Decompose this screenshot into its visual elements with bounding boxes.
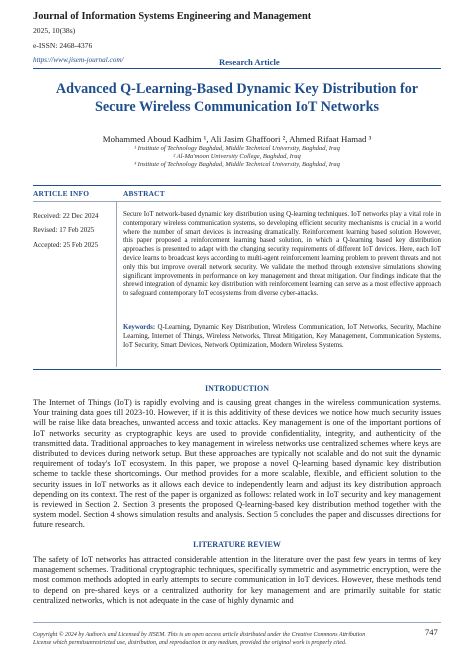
accepted-date: Accepted: 25 Feb 2025 — [33, 241, 99, 249]
footer-rule — [33, 622, 441, 623]
author-list: Mohammed Aboud Kadhim ¹, Ali Jasim Ghaffoori ², Ahmed Rifaat Hamad ³ — [102, 134, 372, 144]
info-top-rule — [33, 185, 441, 186]
info-bottom-rule — [33, 369, 441, 370]
column-divider — [116, 201, 117, 367]
affiliation-1: ¹ Institute of Technology Baghdad, Middle Technical University, Baghdad, Iraq — [134, 145, 340, 152]
introduction-text: The Internet of Things (IoT) is rapidly evolving and is causing great changes in the wireless communication systems. Your training data goes till 2023-10. However, if it is this additivity of these devices we notice how much security issues will be raise like data breaches, unwanted access and toxic attacks. Key management is one of the important portions of IoT networks security as cryptographic keys are used to provide confidentiality, integrity, and authenticity of the transmitted data. Traditional approaches to key management in wireless networks use centralized schemes where keys are distributed to devices during network setup. But these approaches are typically not scalable and do not suit the dynamic requirement of today's IoT ecosystem. In this paper, we propose a novel Q-learning based dynamic key distribution scheme to tackle these shortcomings. Our method provides for a more scalable, flexible, and efficient solution to the security issues in IoT networks as it allows each device to independently learn and adjust its key distribution approach depending on its context. The rest of the paper is organized as follows: related work in IoT security and key management is reviewed in Section 2. Section 3 presents the proposed Q-learning-based key distribution method together with the system model. Section 4 shows simulation results and analysis. Section 5 concludes the paper and discusses directions for future research. — [33, 398, 441, 530]
title-line-1: Advanced Q-Learning-Based Dynamic Key Distribution for — [55, 81, 419, 97]
journal-volume: 2025, 10(38s) — [33, 26, 76, 35]
journal-eissn: e-ISSN: 2468-4376 — [33, 41, 93, 50]
abstract-heading: ABSTRACT — [123, 189, 165, 198]
revised-date: Revised: 17 Feb 2025 — [33, 226, 95, 234]
received-date: Received: 22 Dec 2024 — [33, 212, 99, 220]
article-info-heading: ARTICLE INFO — [33, 189, 90, 198]
affiliation-2: ² Al-Ma'moon University College, Baghdad, Iraq — [173, 153, 301, 160]
title-line-2: Secure Wireless Communication IoT Networks — [94, 98, 379, 115]
article-type-label: Research Article — [219, 57, 280, 67]
introduction-heading: INTRODUCTION — [204, 384, 269, 393]
paper-title — [33, 81, 441, 116]
keywords-block — [123, 324, 441, 350]
copyright-notice: Copyright © 2024 by Author/s and Licensed by JISEM. This is an open access article distributed under the Creative Commons Attribution License which permitsunrestricted use, distribution, and reproduction in any medium, provided the original work is properly cited. — [33, 632, 366, 646]
abstract-text: Secure IoT network-based dynamic key distribution using Q-learning techniques. IoT networks play a vital role in contemporary wireless communication systems, so developing efficient security mechanisms is crucial in a world where the number of smart devices is increasing dramatically. Reinforcement learning based solution However, this paper proposed a reinforcement learning based solution, in which a Q-learning based key distribution approaches is presented to adapt with the changing security requirements of different IoT devices. Here, each IoT device learns to broadcast keys according to multi-agent reinforcement learning problem to prevent threats and not only this but improve overall network security. We validate the method through extensive simulations showing significant improvements in performance on key management and threat mitigation. Our findings indicate that the shrewd integration of dynamic key distribution with reinforcement learning can serve as a most effective approach to safeguard contemporary IoT ecosystems from diverse cyber-attacks. — [123, 211, 441, 298]
journal-url-link[interactable]: https://www.jisem-journal.com/ — [33, 56, 124, 64]
literature-review-text: The safety of IoT networks has attracted considerable attention in the literature over the past few years in terms of key management schemes. Traditional cryptographic techniques, specifically symmetric and asymmetric encryption, were the most common methods adopted in early attempts to secure communication in IoT devices. However, these methods tend to depend on pre-shared keys or a centralized authority for key management and are primarily suitable for static centralized networks, which is not adequate in the case of highly dynamic and — [33, 555, 441, 605]
affiliation-3: ³ Institute of Technology Baghdad, Middle Technical University, Baghdad, Iraq — [134, 161, 340, 168]
page-number: 747 — [425, 627, 438, 637]
journal-title: Journal of Information Systems Engineering and Management — [33, 11, 312, 22]
keywords-label: Keywords: — [123, 324, 156, 331]
header-divider — [33, 68, 441, 69]
literature-review-heading: LITERATURE REVIEW — [193, 540, 281, 549]
keywords-text: Q-Learning, Dynamic Key Distribution, Wireless Communication, IoT Networks, Security, Machine Learning, Internet of Things, Wireless Networks, Threat Mitigation, Key Management, Communication Systems, IoT Security, Smart Devices, Network Optimization, Modern Wireless Systems. — [123, 324, 441, 349]
info-sub-rule — [33, 201, 441, 202]
